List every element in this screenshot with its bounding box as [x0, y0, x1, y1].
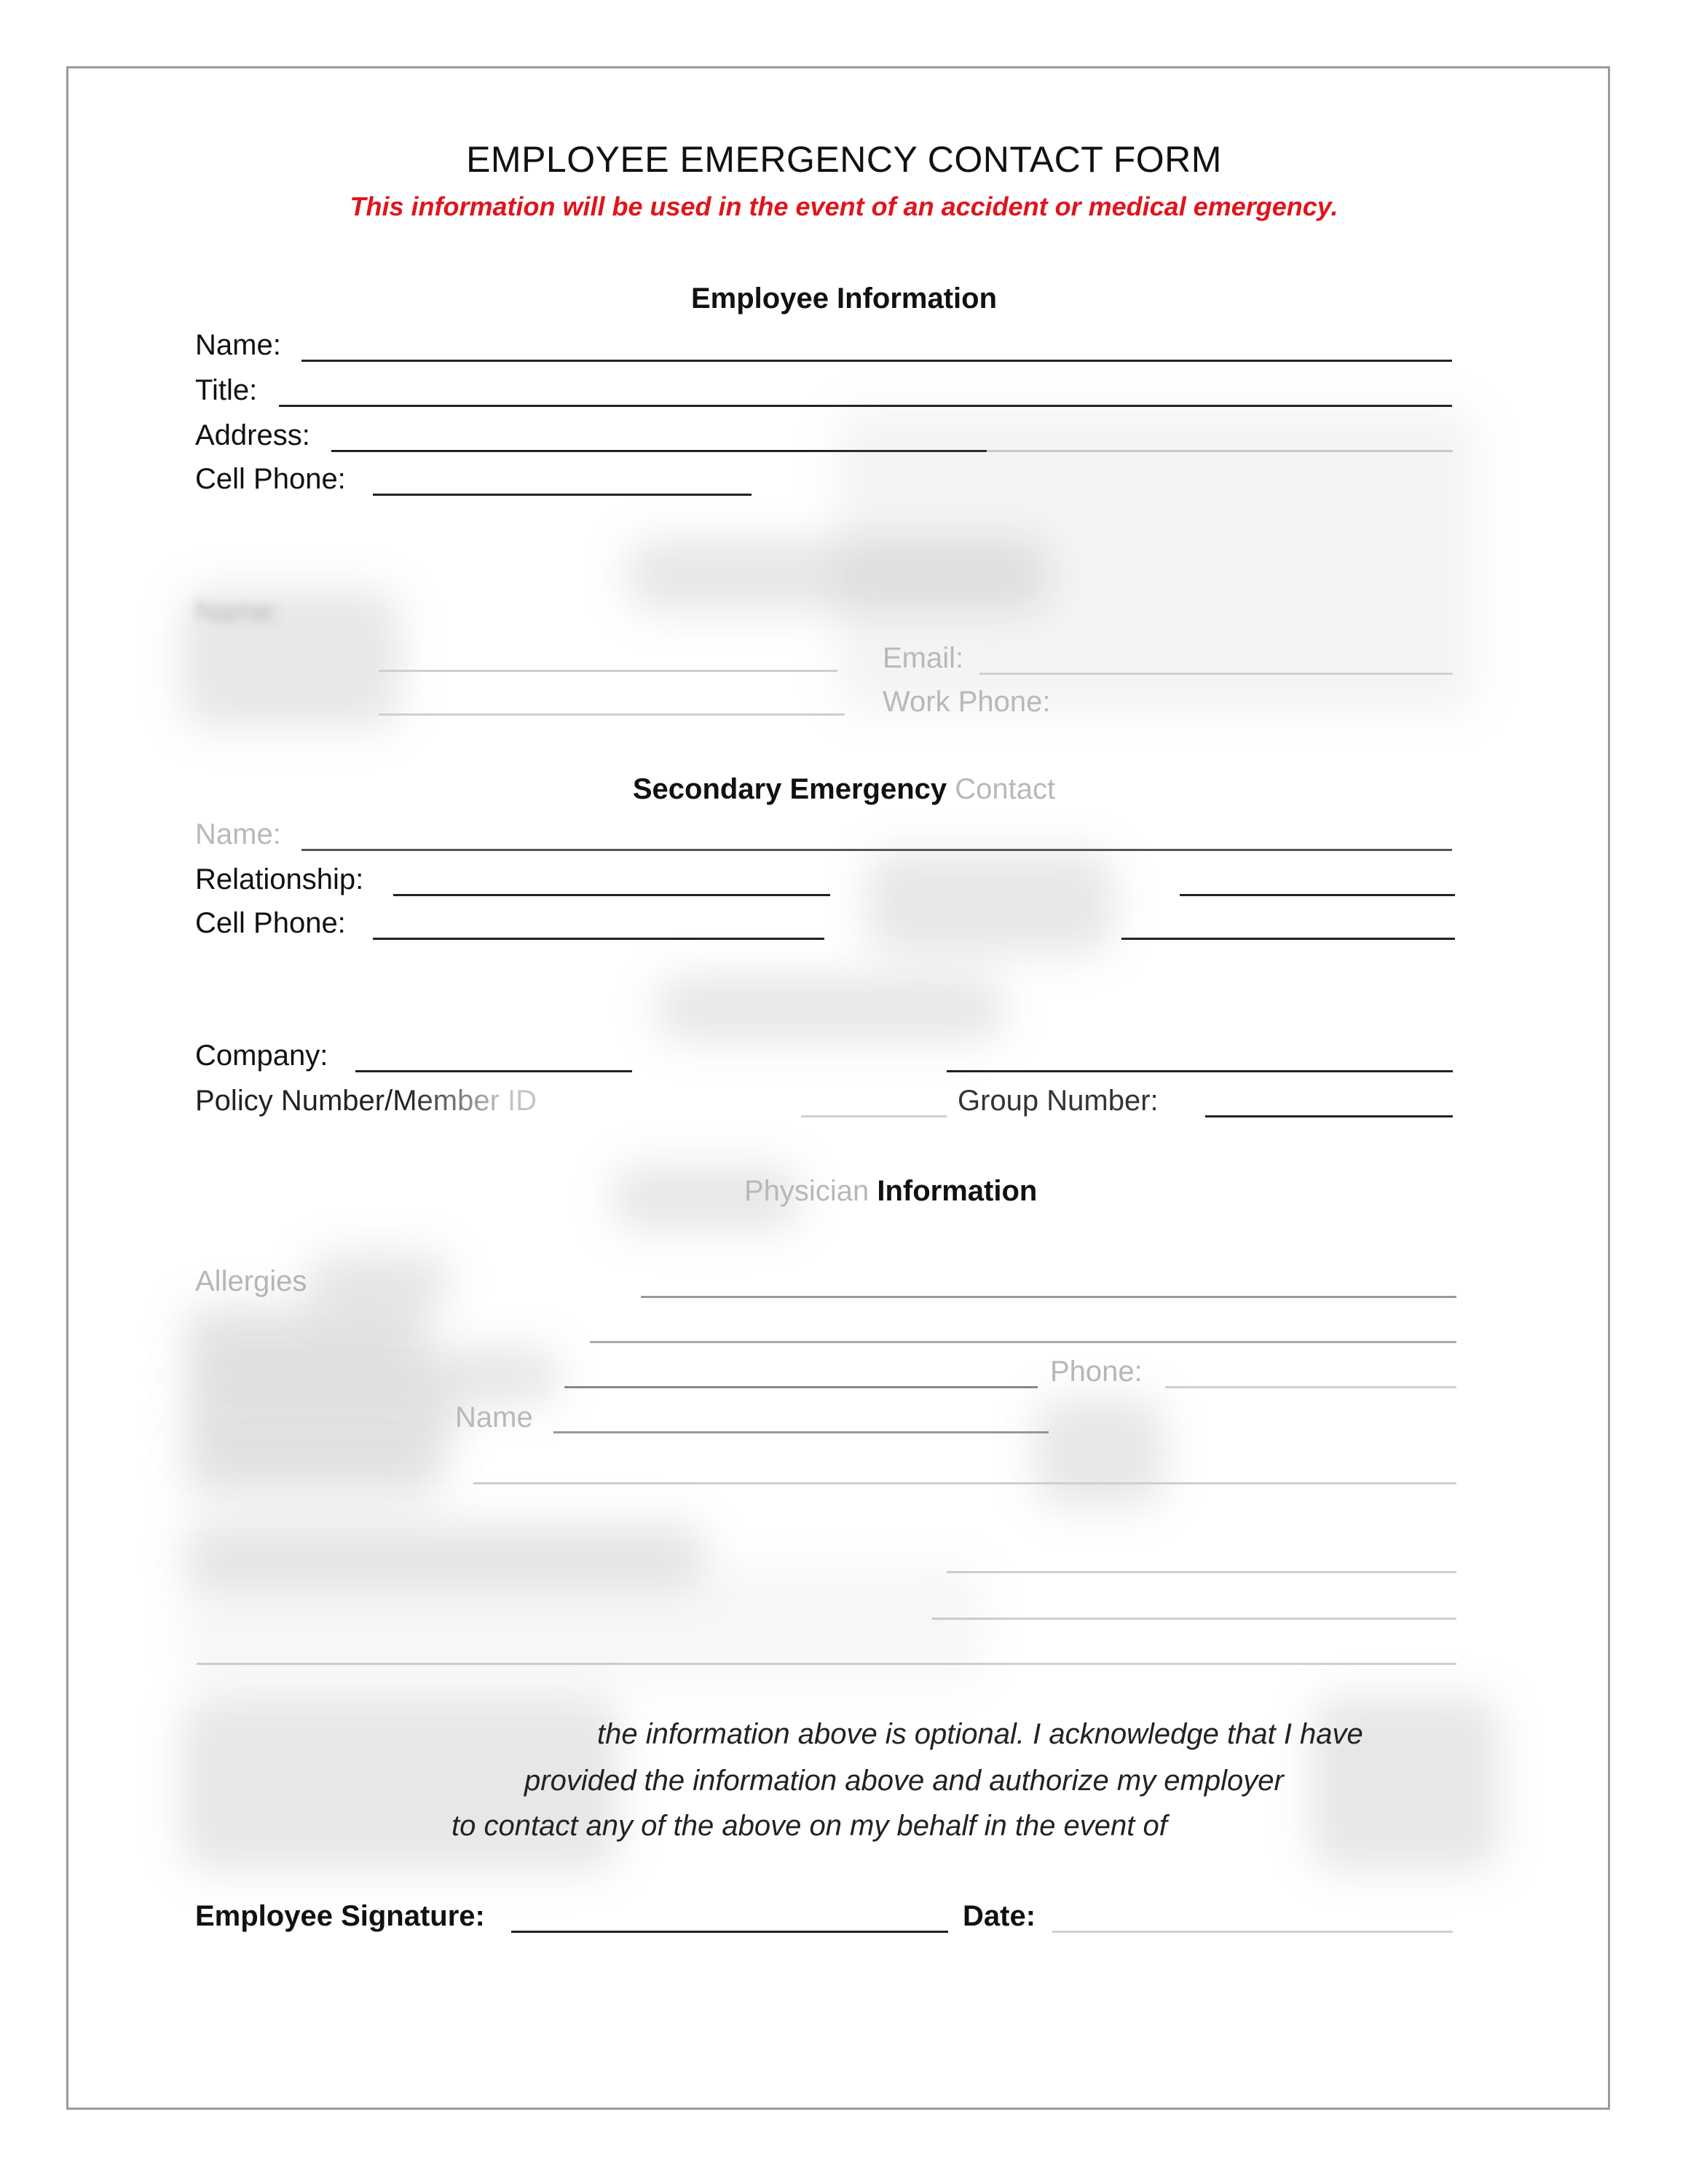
secondary-name-label: Name:: [195, 818, 281, 850]
acknowledgement-line-3: to contact any of the above on my behalf in the event of: [451, 1810, 1167, 1842]
secondary-email-field[interactable]: [1180, 894, 1455, 896]
form-subtitle: This information will be used in the event of an accident or medical emergency.: [350, 191, 1338, 221]
secondary-relationship-label: Relationship:: [195, 863, 364, 895]
primary-name-label: Name:: [195, 596, 281, 628]
address-label: Address:: [195, 419, 310, 451]
policy-number-label: [195, 1085, 537, 1117]
group-number-label: Group Number:: [958, 1085, 1159, 1117]
primary-email-field: [979, 673, 1453, 675]
physician-name-label: Name: [455, 1401, 533, 1433]
cell-phone-field[interactable]: [373, 494, 752, 496]
allergies-label: Allergies: [195, 1265, 307, 1297]
acknowledgement-line-1: the information above is optional. I acknowledge that I have: [597, 1718, 1363, 1750]
section-heading-bold: Information: [877, 1175, 1038, 1207]
primary-work-phone-label: Work Phone:: [883, 686, 1051, 718]
blurred-secondary-right-labels: [867, 852, 1114, 954]
hospital-field[interactable]: [564, 1386, 1038, 1388]
blurred-address-label: [182, 1441, 444, 1500]
secondary-relationship-field[interactable]: [393, 894, 830, 896]
medications-field[interactable]: [590, 1341, 1456, 1343]
name-field[interactable]: [301, 360, 1452, 362]
section-heading-faded: Contact: [955, 773, 1056, 805]
phone-field[interactable]: [1165, 1386, 1456, 1388]
blurred-heading-insurance: [655, 976, 1005, 1041]
group-number-field[interactable]: [1205, 1115, 1453, 1117]
secondary-cell-phone-field[interactable]: [373, 938, 824, 940]
physician-name-field[interactable]: [553, 1431, 1049, 1433]
acknowledgement-line-2: provided the information above and authorize my employer: [524, 1765, 1284, 1797]
section-heading-faded: Physician: [744, 1175, 869, 1207]
policy-number-text: Policy Number/Member ID: [195, 1085, 537, 1117]
phone-label: Phone:: [1050, 1356, 1143, 1388]
primary-email-label: Email:: [883, 642, 964, 674]
signature-field[interactable]: [511, 1931, 948, 1933]
section-secondary-contact: [0, 773, 1688, 806]
date-label-text: Date:: [963, 1900, 1036, 1932]
physician-address-field[interactable]: [473, 1482, 1456, 1484]
form-title: EMPLOYEE EMERGENCY CONTACT FORM: [466, 139, 1222, 180]
secondary-work-phone-field[interactable]: [1121, 938, 1455, 940]
title-label: Title:: [195, 374, 258, 406]
blurred-phone-value: [1034, 1398, 1165, 1507]
allergies-field[interactable]: [641, 1296, 1456, 1298]
company-label: Company:: [195, 1040, 328, 1072]
blurred-comments-area: [182, 1565, 983, 1682]
title-field[interactable]: [279, 405, 1452, 407]
section-heading: Employee Information: [690, 282, 998, 314]
section-physician-information: [744, 1175, 1037, 1208]
section-heading-bold: Secondary Emergency: [632, 773, 947, 805]
comments-line-2[interactable]: [932, 1618, 1456, 1620]
company-field-right[interactable]: [947, 1070, 1453, 1072]
secondary-cell-phone-label: Cell Phone:: [195, 907, 346, 939]
signature-label-text: Employee Signature:: [195, 1900, 485, 1932]
date-label: [963, 1900, 1036, 1933]
name-label: Name:: [195, 329, 281, 361]
section-employee-information: [0, 282, 1688, 315]
primary-relationship-field: [379, 670, 837, 672]
cell-phone-label: Cell Phone:: [195, 463, 346, 495]
signature-label: [195, 1900, 485, 1933]
secondary-name-field[interactable]: [301, 849, 1452, 851]
comments-line-1[interactable]: [947, 1571, 1456, 1573]
primary-cell-field: [379, 713, 845, 716]
policy-number-field[interactable]: [801, 1115, 947, 1117]
company-field[interactable]: [355, 1070, 632, 1072]
blurred-allergies-extra: [306, 1252, 451, 1310]
date-field[interactable]: [1052, 1931, 1453, 1933]
